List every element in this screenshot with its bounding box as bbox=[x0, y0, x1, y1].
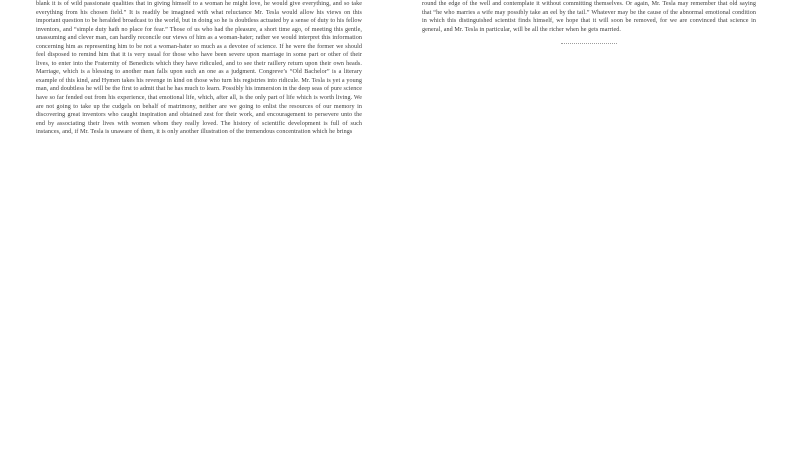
section-divider-ornament bbox=[561, 43, 617, 44]
right-column-paragraph: round the edge of the well and contemplate it without committing themselves. Or again, Mr. Tesla may remember that old saying that “he who marries a wife may possibly take an eel by the tail.” Whatever may be the cause of the abnormal emotional condition in which this distinguished scientist finds himself, we hope that it will soon be removed, for we are convinced that science in general, and Mr. Tesla in particular, will be all the richer when he gets married. bbox=[422, 1, 756, 33]
left-column-paragraph: blank it is of wild passionate qualities that in giving himself to a woman he might love, he would give everything, and so take everything from his chosen field.” It is readily be imagined with what reluctance Mr. Tesla would allow his views on this important question to be heralded broadcast to the world, but in doing so he is doubtless actuated by a sense of duty to his fellow inventors, and “simple duty hath no place for fear.” Those of us who had the pleasure, a short time ago, of meeting this gentle, unassuming and clever man, can hardly reconcile our views of him as a woman-hater; rather we would interpret this information concerning him as representing him to be not a woman-hater so much as a devotee of science. If he were the former we should feel disposed to remind him that it is very usual for those who have been severe upon marriage in some part or other of their lives, to enter into the Fraternity of Benedicts which they have ridiculed, and to see their raillery return upon their own heads. Marriage, which is a blessing to another man falls upon such an one as a judgment. Congreve’s “Old Bachelor” is a literary example of this kind, and Hymen takes his revenge in kind on those who turn his registries into ridicule. Mr. Tesla is yet a young man, and doubtless he will be the first to admit that he has much to learn. Possibly his immersion in the deep seas of pure science have so far fended out from his experience, that emotional life, which, after all, is the only part of life which is worth living. We are not going to take up the cudgels on behalf of matrimony, neither are we going to enlist the resources of our memory in discovering great inventors who caught inspiration and obtained zest for their work, and encouragement to persevere unto the end by associating their lives with women whom they really loved. The history of scientific development is full of such instances, and, if Mr. Tesla is unaware of them, it is only another illustration of the tremendous concentration which he brings bbox=[36, 1, 362, 136]
left-text-column bbox=[0, 0, 400, 137]
right-column-body bbox=[422, 0, 756, 44]
right-text-column bbox=[400, 0, 800, 44]
